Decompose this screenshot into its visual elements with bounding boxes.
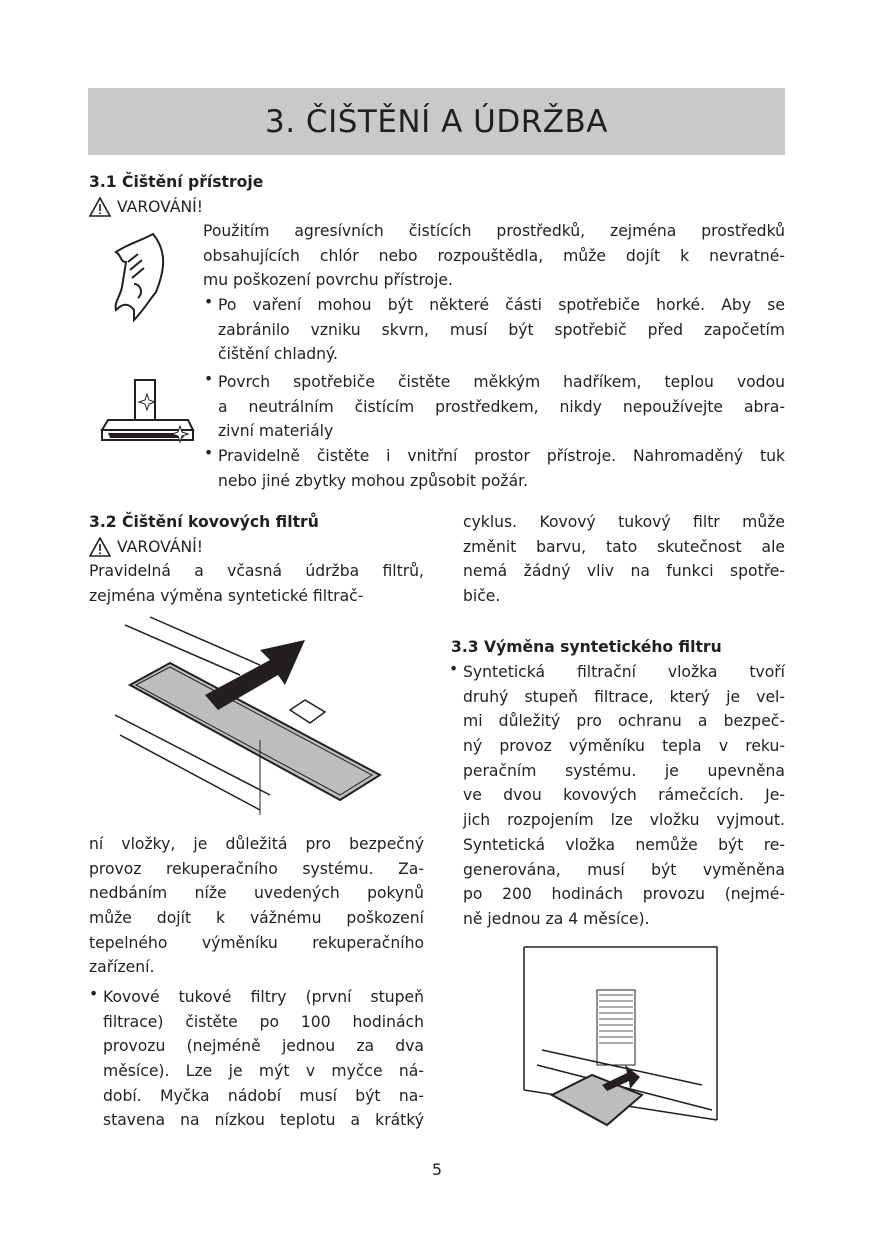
text-line: může dojít k vážnému poškození — [89, 909, 424, 928]
text-line: peračním systému. je upevněna — [463, 761, 785, 780]
bullet-item — [89, 985, 424, 1133]
text-line: mi důležitý pro ochranu a bezpeč- — [463, 712, 785, 731]
warning — [89, 195, 263, 220]
text-line: a neutrálním čistícím prostředkem, nikdy nepoužívejte abra- — [218, 397, 785, 416]
section-3-1-intro — [203, 219, 785, 293]
text-line: Pravidelně čistěte i vnitřní prostor přístroje. Nahromaděný tuk — [218, 447, 785, 465]
section-heading: 3.2 Čištění kovových filtrů — [89, 513, 319, 531]
text-line: ně jednou za 4 měsíce). — [463, 909, 650, 928]
warning-triangle-icon — [89, 537, 111, 557]
text-line: zivní materiály — [218, 422, 334, 441]
bullet-icon: • — [89, 985, 99, 1003]
text-line: nebo jiné zbytky mohou způsobit požár. — [218, 471, 529, 490]
section-3-2-intro — [89, 559, 424, 608]
text-line: Použitím agresívních čistících prostředků, zejména prostředků — [203, 222, 785, 240]
cooker-hood-icon — [100, 378, 195, 444]
warning-triangle-icon — [89, 197, 111, 217]
section-3-1-header — [89, 170, 263, 219]
text-line: mu poškození povrchu přístroje. — [203, 271, 453, 290]
text-line: cyklus. Kovový tukový filtr může — [463, 513, 785, 531]
bullet-icon: • — [204, 370, 214, 388]
text-line: stavena na nízkou teplotu a krátký — [103, 1111, 424, 1130]
bullet-item — [204, 293, 785, 367]
warning-label: VAROVÁNÍ! — [117, 197, 204, 216]
text-line: Pravidelná a včasná údržba filtrů, — [89, 562, 424, 580]
section-heading: 3.3 Výměna syntetického filtru — [451, 638, 722, 656]
section-3-2-continued — [463, 510, 785, 609]
text-line: Kovové tukové filtry (první stupeň — [103, 988, 424, 1006]
text-line: zařízení. — [89, 958, 155, 977]
text-line: ve dvou kovových rámečcích. Je- — [463, 786, 785, 805]
text-line: ný provoz výměníku tepla v reku- — [463, 737, 785, 756]
text-line: změnit barvu, tato skutečnost ale — [463, 537, 785, 556]
text-line: po 200 hodinách provozu (nejmé- — [463, 885, 785, 904]
text-line: dobí. Myčka nádobí musí být na- — [103, 1086, 424, 1105]
text-line: tepelného výměníku rekuperačního — [89, 933, 424, 952]
text-line: zabránilo vzniku skvrn, musí být spotřebič před započetím — [218, 320, 785, 339]
bullet-item — [204, 370, 785, 444]
text-line: nemá žádný vliv na funkci spotře- — [463, 562, 785, 581]
text-line: druhý stupeň filtrace, který je vel- — [463, 687, 785, 706]
text-line: zejména výměna syntetické filtrač- — [89, 586, 364, 605]
warning-label: VAROVÁNÍ! — [117, 537, 204, 556]
text-line: provozu (nejméně jednou za dva — [103, 1037, 424, 1056]
metal-filter-removal-illustration — [110, 615, 400, 815]
text-line: filtrace) čistěte po 100 hodinách — [103, 1012, 424, 1031]
text-line: provoz rekuperačního systému. Za- — [89, 859, 424, 878]
cleaning-cloth-hand-icon — [108, 232, 178, 322]
bullet-icon: • — [204, 444, 214, 462]
text-line: čištění chladný. — [218, 345, 338, 364]
text-line: obsahujících chlór nebo rozpouštědla, může dojít k nevratné- — [203, 246, 785, 265]
text-line: Syntetická filtrační vložka tvoří — [463, 663, 785, 681]
bullet-item — [204, 444, 785, 493]
text-line: biče. — [463, 587, 501, 606]
bullet-icon: • — [204, 293, 214, 311]
section-3-2-intro-continued — [89, 832, 424, 980]
text-line: Syntetická vložka nemůže být re- — [463, 835, 785, 854]
bullet-item — [449, 660, 785, 932]
bullet-icon: • — [449, 660, 459, 678]
chapter-title-bar — [88, 88, 785, 155]
text-line: ní vložky, je důležitá pro bezpečný — [89, 835, 424, 853]
text-line: Povrch spotřebiče čistěte měkkým hadříkem, teplou vodou — [218, 373, 785, 391]
section-heading: 3.1 Čištění přístroje — [89, 173, 264, 191]
synthetic-filter-replacement-illustration — [522, 945, 722, 1150]
text-line: nedbáním níže uvedených pokynů — [89, 884, 424, 903]
text-line: Po vaření mohou být některé části spotřebiče horké. Aby se — [218, 296, 785, 314]
text-line: měsíce). Lze je mýt v myčce ná- — [103, 1062, 424, 1081]
section-3-2-header — [89, 510, 319, 559]
text-line: generována, musí být vyměněna — [463, 860, 785, 879]
chapter-title: 3. ČIŠTĚNÍ A ÚDRŽBA — [265, 103, 608, 140]
section-3-3-header — [451, 635, 722, 660]
page-number: 5 — [431, 1160, 443, 1179]
warning — [89, 535, 319, 560]
text-line: jich rozpojením lze vložku vyjmout. — [463, 811, 785, 830]
